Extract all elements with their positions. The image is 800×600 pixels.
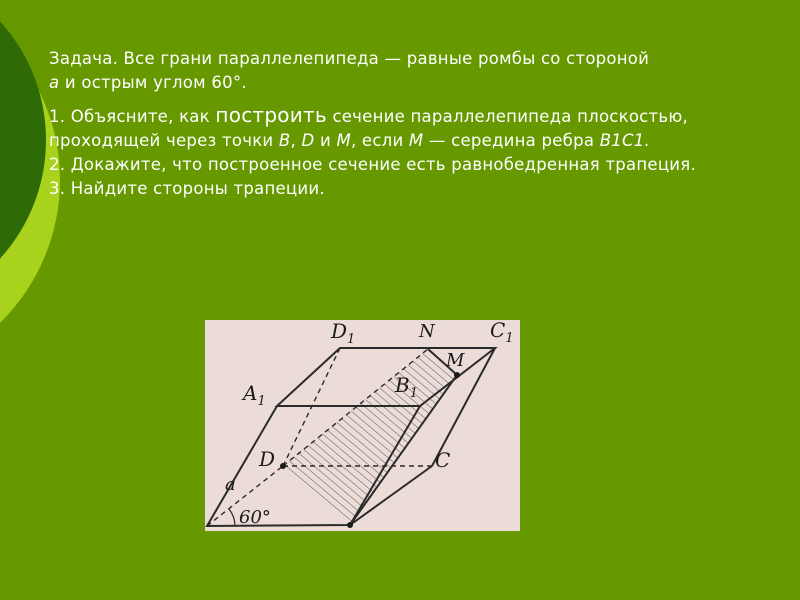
label-b1: $B_1$ — [395, 373, 418, 401]
label-d: D — [259, 447, 276, 471]
point-m-dot — [454, 372, 460, 378]
point-m-2: M — [408, 131, 424, 150]
point-d: D — [301, 131, 315, 150]
edge-b1c1: B1C1. — [599, 131, 651, 150]
point-b-dot — [347, 522, 353, 528]
q1-comma: , — [290, 131, 296, 150]
q1-big-word: построить — [215, 103, 327, 127]
q1-and: и — [319, 131, 331, 150]
point-d-dot — [280, 463, 286, 469]
var-a: a — [49, 73, 60, 92]
question-1 — [49, 103, 779, 153]
q1-if: , если — [350, 131, 404, 150]
intro-prefix: Задача. Все грани параллелепипеда — равные ромбы со стороной — [49, 49, 650, 68]
intro-suffix: и острым углом 60°. — [64, 73, 247, 92]
label-c1: $C_1$ — [490, 320, 514, 346]
point-b: B — [278, 131, 291, 150]
task-text — [49, 47, 779, 201]
question-3 — [49, 177, 779, 201]
task-intro — [49, 47, 779, 95]
q1-midpoint-text: — середина ребра — [428, 131, 595, 150]
label-a: a — [225, 474, 236, 495]
question-2 — [49, 153, 779, 177]
label-m: M — [446, 350, 465, 371]
label-a1: $A_1$ — [243, 381, 266, 409]
label-c: C — [435, 448, 451, 472]
point-m: M — [336, 131, 351, 150]
label-angle: 60° — [239, 507, 271, 528]
parallelepiped-diagram — [205, 320, 520, 531]
parallelepiped-figure — [205, 320, 520, 531]
label-d1: $D_1$ — [331, 320, 356, 347]
q1-text: сечение параллелепипеда плоскостью, проходящей через точки — [49, 107, 688, 150]
angle-arc — [229, 509, 235, 526]
q2-text: 2. Докажите, что построенное сечение есть равнобедренная трапеция. — [49, 155, 696, 174]
label-n: N — [419, 321, 435, 342]
q3-text: 3. Найдите стороны трапеции. — [49, 179, 325, 198]
q1-number: 1. Объясните, как — [49, 107, 210, 126]
